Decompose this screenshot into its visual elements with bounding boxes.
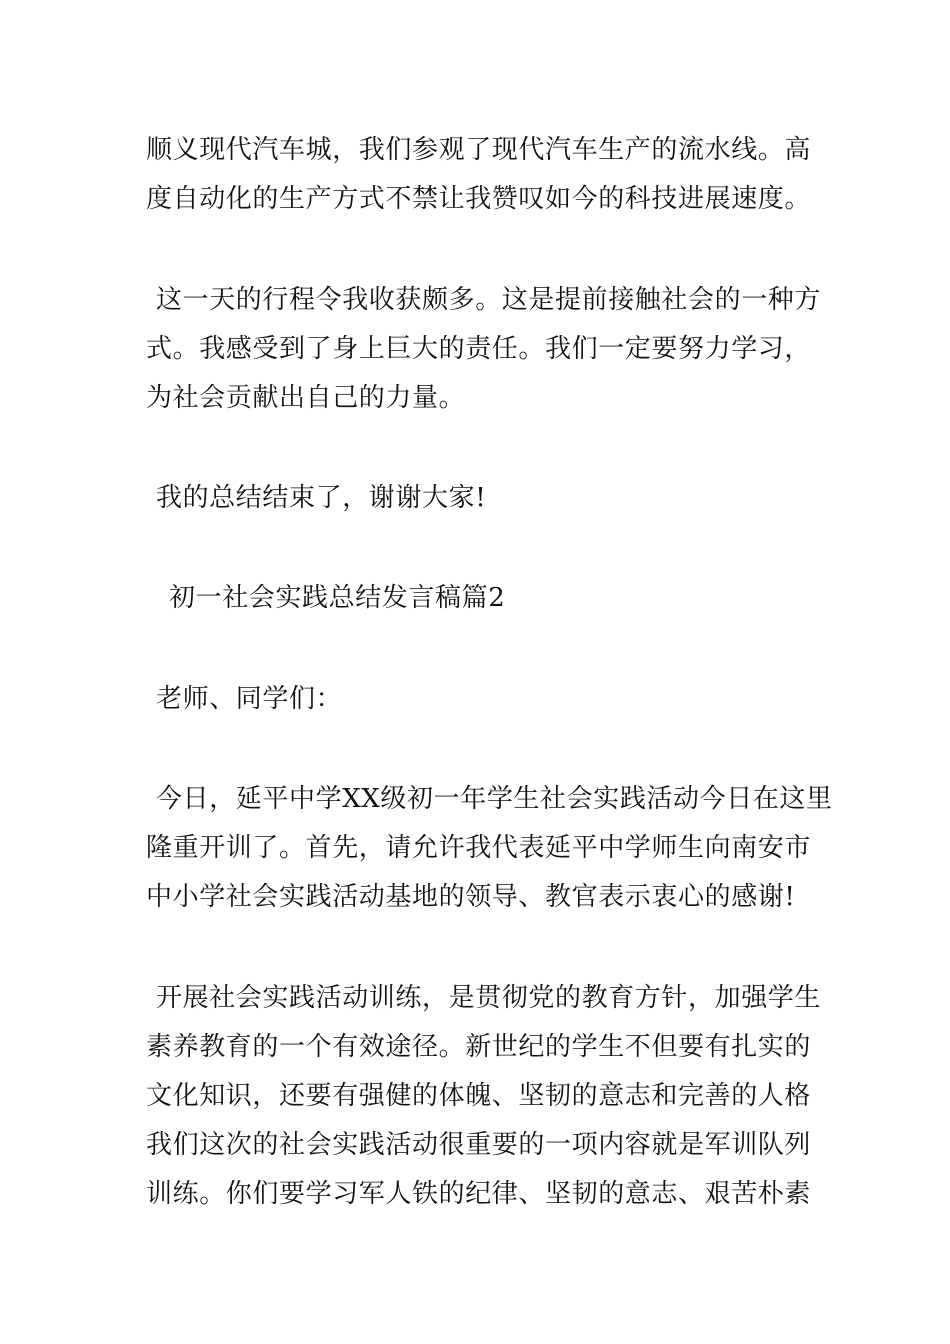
section-heading: 初一社会实践总结发言稿篇2 <box>169 583 506 613</box>
paragraph-4-line-3: 文化知识，还要有强健的体魄、坚韧的意志和完善的人格 <box>146 1081 812 1111</box>
paragraph-4-line-5: 训练。你们要学习军人铁的纪律、坚韧的意志、艰苦朴素 <box>146 1179 812 1209</box>
paragraph-2-line-1: 这一天的行程令我收获颇多。这是提前接触社会的一种方 <box>156 285 822 315</box>
paragraph-3-line-3: 中小学社会实践活动基地的领导、教官表示衷心的感谢! <box>146 882 796 912</box>
paragraph-4-line-4: 我们这次的社会实践活动很重要的一项内容就是军训队列 <box>146 1130 812 1160</box>
paragraph-1-line-2: 度自动化的生产方式不禁让我赞叹如今的科技进展速度。 <box>146 184 812 214</box>
closing-line: 我的总结结束了，谢谢大家! <box>156 483 487 513</box>
paragraph-1-line-1: 顺义现代汽车城，我们参观了现代汽车生产的流水线。高 <box>146 135 812 165</box>
paragraph-2-line-3: 为社会贡献出自己的力量。 <box>146 383 466 413</box>
paragraph-3-line-1: 今日，延平中学XX级初一年学生社会实践活动今日在这里 <box>156 784 833 814</box>
paragraph-4-line-2: 素养教育的一个有效途径。新世纪的学生不但要有扎实的 <box>146 1032 812 1062</box>
salutation: 老师、同学们： <box>156 684 343 714</box>
paragraph-4-line-1: 开展社会实践活动训练，是贯彻党的教育方针，加强学生 <box>156 983 822 1013</box>
paragraph-2-line-2: 式。我感受到了身上巨大的责任。我们一定要努力学习， <box>146 334 812 364</box>
paragraph-3-line-2: 隆重开训了。首先，请允许我代表延平中学师生向南安市 <box>146 833 812 863</box>
